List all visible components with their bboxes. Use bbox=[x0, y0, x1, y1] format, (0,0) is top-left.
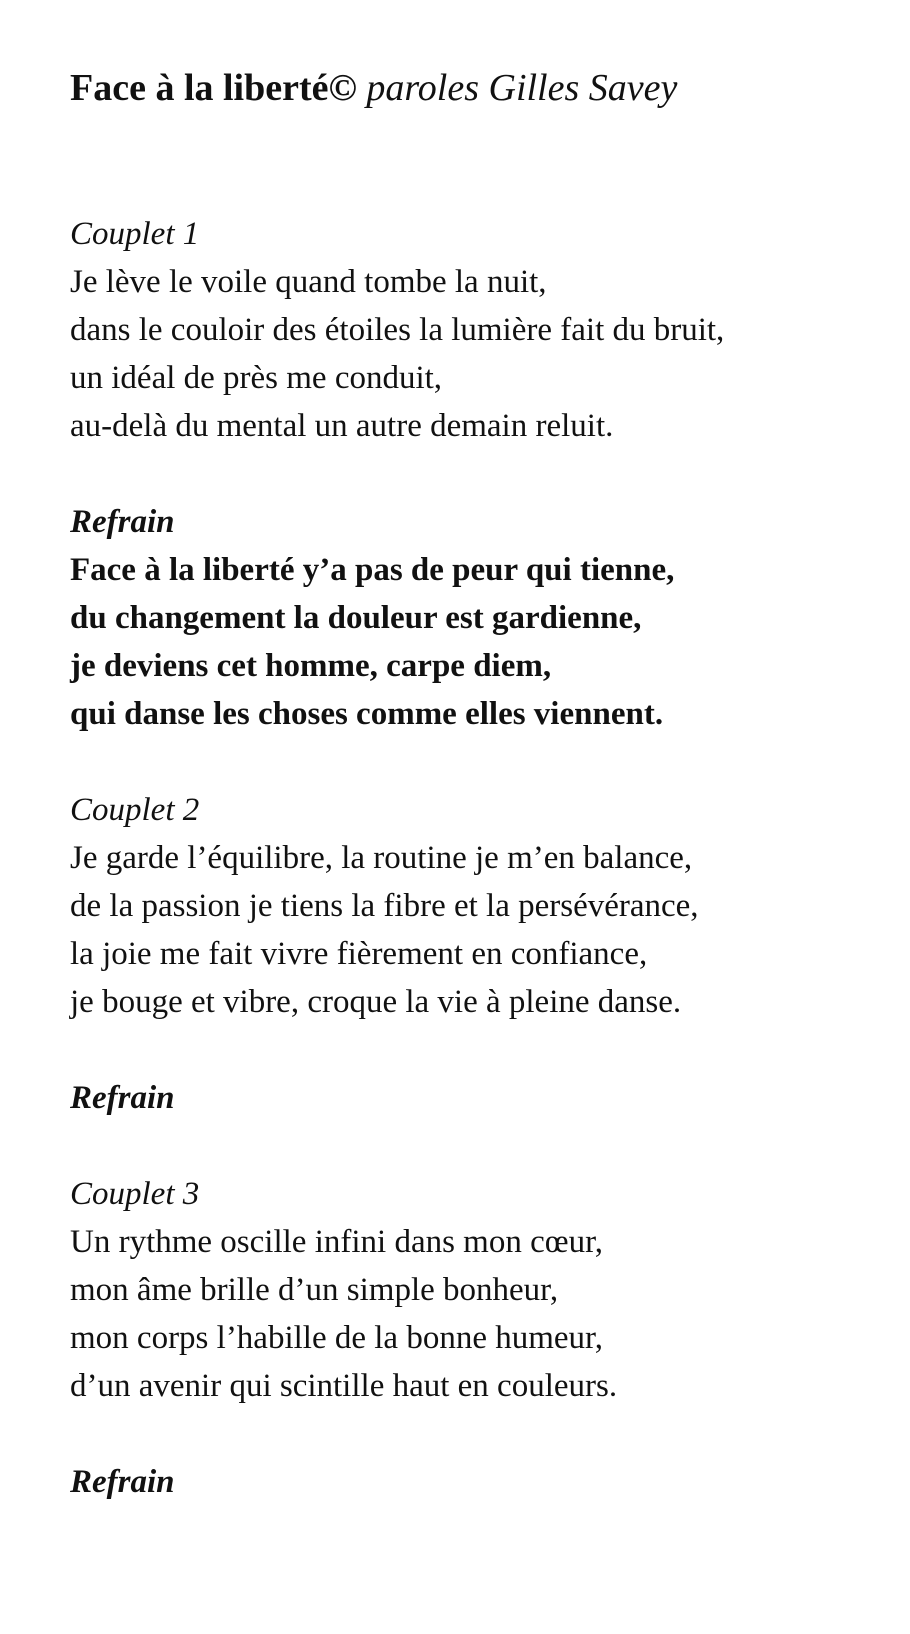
refrain-line-4: qui danse les choses comme elles viennent. bbox=[70, 696, 664, 732]
couplet-2 bbox=[70, 786, 870, 1026]
lyrics-credit: paroles Gilles Savey bbox=[356, 67, 678, 109]
song-title: Face à la liberté© bbox=[70, 67, 357, 109]
couplet-1-line-2: dans le couloir des étoiles la lumière fait du bruit, bbox=[70, 312, 725, 348]
refrain-2 bbox=[70, 1074, 870, 1122]
couplet-2-label: Couplet 2 bbox=[70, 792, 200, 828]
couplet-3-line-4: d’un avenir qui scintille haut en couleurs. bbox=[70, 1368, 618, 1404]
refrain-1 bbox=[70, 498, 870, 738]
lyrics-page bbox=[70, 62, 870, 1506]
refrain-line-3: je deviens cet homme, carpe diem, bbox=[70, 648, 552, 684]
refrain-1-label: Refrain bbox=[70, 504, 175, 540]
couplet-2-line-3: la joie me fait vivre fièrement en confiance, bbox=[70, 936, 648, 972]
refrain-line-2: du changement la douleur est gardienne, bbox=[70, 600, 642, 636]
couplet-1-label: Couplet 1 bbox=[70, 216, 200, 252]
couplet-1-line-4: au-delà du mental un autre demain reluit. bbox=[70, 408, 614, 444]
couplet-3-line-2: mon âme brille d’un simple bonheur, bbox=[70, 1272, 559, 1308]
couplet-3-line-1: Un rythme oscille infini dans mon cœur, bbox=[70, 1224, 603, 1260]
couplet-3-label: Couplet 3 bbox=[70, 1176, 200, 1212]
couplet-1 bbox=[70, 210, 870, 450]
couplet-2-line-1: Je garde l’équilibre, la routine je m’en balance, bbox=[70, 840, 693, 876]
refrain-3-label: Refrain bbox=[70, 1464, 175, 1500]
couplet-1-line-3: un idéal de près me conduit, bbox=[70, 360, 443, 396]
couplet-3-line-3: mon corps l’habille de la bonne humeur, bbox=[70, 1320, 603, 1356]
couplet-2-line-4: je bouge et vibre, croque la vie à pleine danse. bbox=[70, 984, 682, 1020]
page-title bbox=[70, 62, 870, 114]
couplet-3 bbox=[70, 1170, 870, 1410]
refrain-line-1: Face à la liberté y’a pas de peur qui tienne, bbox=[70, 552, 675, 588]
refrain-3 bbox=[70, 1458, 870, 1506]
couplet-2-line-2: de la passion je tiens la fibre et la persévérance, bbox=[70, 888, 699, 924]
couplet-1-line-1: Je lève le voile quand tombe la nuit, bbox=[70, 264, 547, 300]
refrain-2-label: Refrain bbox=[70, 1080, 175, 1116]
